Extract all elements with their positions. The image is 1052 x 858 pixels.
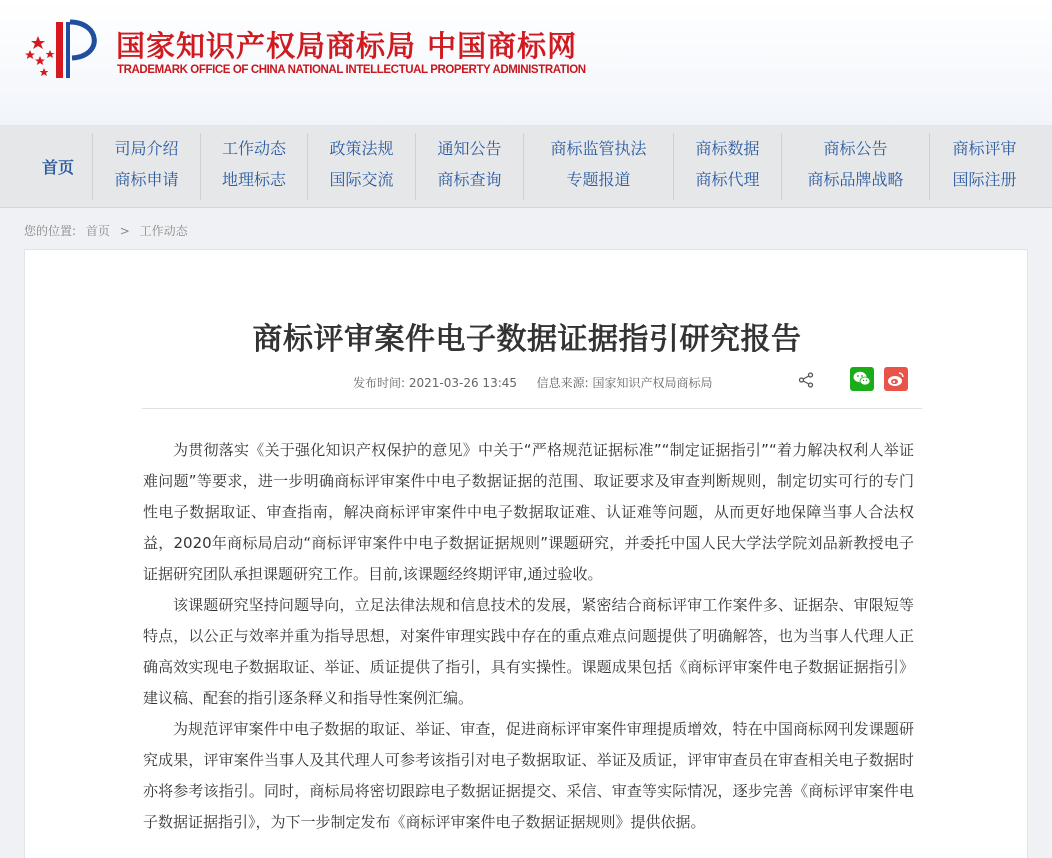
nav-column bbox=[415, 133, 523, 200]
nav-item-intl-registration[interactable]: 国际注册 bbox=[952, 170, 1017, 189]
nav-item-geo-indication[interactable]: 地理标志 bbox=[221, 170, 286, 189]
breadcrumb bbox=[24, 222, 194, 239]
nav-item-tm-gazette[interactable]: 商标公告 bbox=[823, 139, 888, 158]
article-paragraph: 为规范评审案件中电子数据的取证、举证、审查，促进商标评审案件审理提质增效，特在中国商标网刊发课题研究成果，评审案件当事人及其代理人可参考该指引对电子数据取证、举证及质证，评审审查员在审查相关电子数据时亦将参考该指引。同时，商标局将密切跟踪电子数据证据提交、采信、审查等实际情况，逐步完善《商标评审案件电子数据证据指引》，为下一步制定发布《商标评审案件电子数据证据规则》提供依据。 bbox=[143, 720, 914, 831]
nav-item-bureau-intro[interactable]: 司局介绍 bbox=[114, 139, 179, 158]
nav-column bbox=[673, 133, 781, 200]
breadcrumb-prefix: 您的位置: bbox=[24, 224, 77, 238]
nav-column bbox=[929, 133, 1039, 200]
share-icon[interactable] bbox=[797, 371, 815, 389]
breadcrumb-separator: > bbox=[119, 224, 130, 238]
weibo-share-icon[interactable] bbox=[884, 367, 908, 391]
article-paragraph: 该课题研究坚持问题导向，立足法律法规和信息技术的发展，紧密结合商标评审工作案件多、证据杂、审限短等特点，以公正与效率并重为指导思想，对案件审理实践中存在的重点难点问题提供了明确解答，也为当事人代理人正确高效实现电子数据取证、举证、质证提供了指引，具有实操性。课题成果包括《商标评审案件电子数据证据指引》建议稿、配套的指引逐条释义和指导性案例汇编。 bbox=[143, 596, 914, 707]
nav-item-intl-exchange[interactable]: 国际交流 bbox=[329, 170, 394, 189]
breadcrumb-home[interactable]: 首页 bbox=[85, 224, 110, 238]
nav-item-tm-data[interactable]: 商标数据 bbox=[695, 139, 760, 158]
nav-column bbox=[92, 133, 200, 200]
site-header bbox=[0, 0, 1052, 125]
site-subtitle: TRADEMARK OFFICE OF CHINA NATIONAL INTELLECTUAL PROPERTY ADMINISTRATION bbox=[117, 64, 586, 76]
nav-item-tm-search[interactable]: 商标查询 bbox=[437, 170, 502, 189]
source-value: 国家知识产权局商标局 bbox=[592, 376, 713, 390]
publish-label: 发布时间: bbox=[353, 376, 406, 390]
nav-item-notices[interactable]: 通知公告 bbox=[437, 139, 502, 158]
nav-item-work-news[interactable]: 工作动态 bbox=[221, 139, 286, 158]
cnipa-logo-icon[interactable] bbox=[22, 16, 112, 82]
nav-home[interactable]: 首页 bbox=[41, 158, 74, 177]
nav-item-policy[interactable]: 政策法规 bbox=[329, 139, 394, 158]
nav-column bbox=[200, 133, 307, 200]
breadcrumb-current[interactable]: 工作动态 bbox=[139, 224, 188, 238]
nav-item-special-reports[interactable]: 专题报道 bbox=[566, 170, 631, 189]
article-paragraph: 为贯彻落实《关于强化知识产权保护的意见》中关于“严格规范证据标准”“制定证据指引”“着力解决权利人举证难问题”等要求，进一步明确商标评审案件中电子数据证据的范围、取证要求及审查判断规则，制定切实可行的专门性电子数据取证、审查指南，解决商标评审案件中电子数据取证难、认证难等问题，从而更好地保障当事人合法权益，2020年商标局启动“商标评审案件中电子数据证据规则”课题研究，并委托中国人民大学法学院刘品新教授电子证据研究团队承担课题研究工作。目前,该课题经终期评审,通过验收。 bbox=[143, 441, 914, 583]
nav-item-tm-application[interactable]: 商标申请 bbox=[114, 170, 179, 189]
meta-divider bbox=[142, 408, 922, 409]
article-body bbox=[143, 435, 914, 838]
main-nav bbox=[0, 125, 1052, 208]
nav-item-brand-strategy[interactable]: 商标品牌战略 bbox=[807, 170, 904, 189]
nav-column bbox=[307, 133, 415, 200]
article-card bbox=[24, 249, 1028, 858]
wechat-share-icon[interactable] bbox=[850, 367, 874, 391]
nav-item-enforcement[interactable]: 商标监管执法 bbox=[550, 139, 647, 158]
nav-item-tm-review[interactable]: 商标评审 bbox=[952, 139, 1017, 158]
article-title: 商标评审案件电子数据证据指引研究报告 bbox=[252, 322, 802, 357]
nav-column bbox=[523, 133, 673, 200]
publish-time: 2021-03-26 13:45 bbox=[408, 376, 518, 390]
article-meta bbox=[353, 374, 713, 391]
nav-item-tm-agency[interactable]: 商标代理 bbox=[695, 170, 760, 189]
site-title: 国家知识产权局商标局 中国商标网 bbox=[116, 29, 578, 63]
nav-column bbox=[781, 133, 929, 200]
source-label: 信息来源: bbox=[536, 376, 589, 390]
